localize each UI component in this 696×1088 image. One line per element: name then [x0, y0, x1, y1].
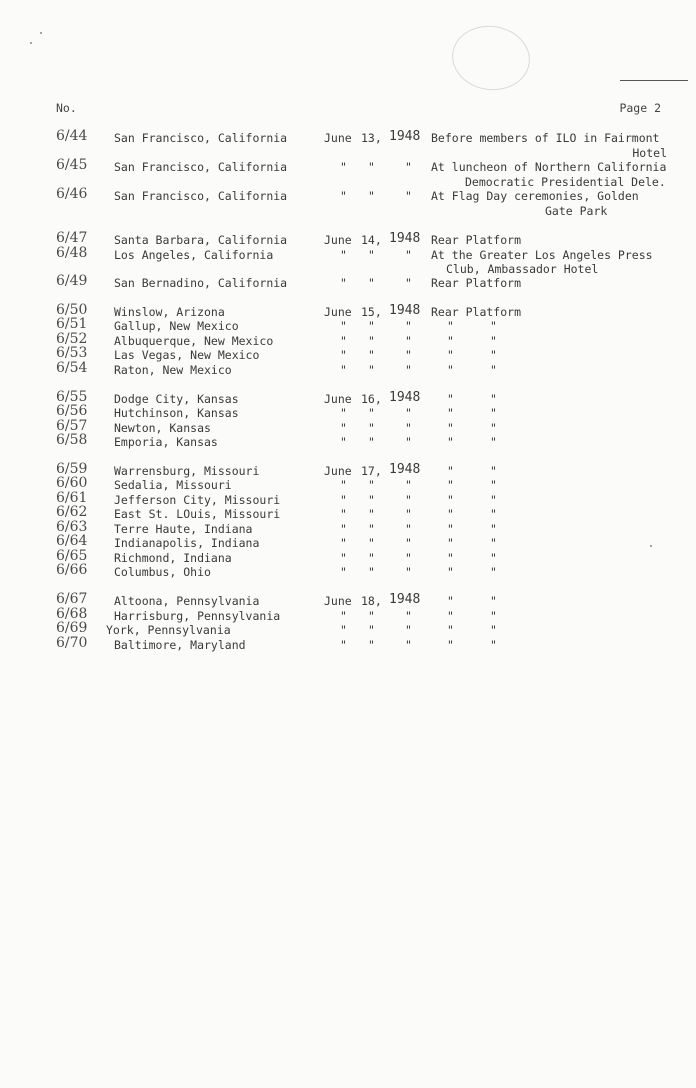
- ditto-mark: ": [405, 348, 412, 362]
- entry-event: Rear Platform: [431, 305, 522, 319]
- entry-number: 6/53: [56, 345, 88, 361]
- ditto-mark: ": [368, 551, 375, 565]
- table-row: [0, 490, 696, 508]
- ditto-mark: ": [447, 348, 454, 362]
- entry-number: 6/60: [56, 475, 88, 491]
- entry-place: Richmond, Indiana: [114, 551, 232, 565]
- ditto-mark: ": [447, 363, 454, 377]
- ditto-mark: ": [490, 421, 497, 435]
- ditto-mark: ": [340, 522, 347, 536]
- table-row: [0, 302, 696, 320]
- entry-day: 14,: [361, 233, 382, 247]
- ditto-mark: ": [405, 478, 412, 492]
- ditto-mark: ": [340, 421, 347, 435]
- speck: [30, 42, 32, 44]
- entry-day: 18,: [361, 594, 382, 608]
- ditto-mark: ": [368, 623, 375, 637]
- entry-place: San Francisco, California: [114, 160, 288, 174]
- entry-year: 1948: [389, 462, 421, 477]
- speck: [40, 32, 42, 34]
- entry-number: 6/47: [56, 230, 88, 246]
- ditto-mark: ": [447, 493, 454, 507]
- entry-event: At the Greater Los Angeles Press: [431, 248, 653, 262]
- ditto-mark: ": [405, 435, 412, 449]
- entry-event: Rear Platform: [431, 276, 522, 290]
- entry-place: Las Vegas, New Mexico: [114, 348, 260, 362]
- entry-number: 6/54: [56, 360, 88, 376]
- ditto-mark: ": [368, 536, 375, 550]
- ditto-mark: ": [340, 551, 347, 565]
- ditto-mark: ": [368, 276, 375, 290]
- ditto-mark: ": [490, 594, 497, 608]
- header-rule: [620, 80, 688, 81]
- table-row: [0, 331, 696, 349]
- ditto-mark: ": [340, 565, 347, 579]
- entry-year: 1948: [389, 231, 421, 246]
- entry-number: 6/56: [56, 403, 88, 419]
- column-header-no: No.: [56, 101, 77, 115]
- table-row: [0, 389, 696, 407]
- table-row: [0, 591, 696, 609]
- table-row: [0, 562, 696, 580]
- ditto-mark: ": [490, 363, 497, 377]
- ditto-mark: ": [340, 536, 347, 550]
- entry-number: 6/55: [56, 389, 88, 405]
- ditto-mark: ": [405, 363, 412, 377]
- entry-year: 1948: [389, 592, 421, 607]
- ditto-mark: ": [340, 160, 347, 174]
- entry-year: 1948: [389, 390, 421, 405]
- ditto-mark: ": [368, 248, 375, 262]
- entry-number: 6/64: [56, 533, 88, 549]
- entry-month: June: [324, 305, 352, 319]
- ditto-mark: ": [490, 536, 497, 550]
- ditto-mark: ": [447, 319, 454, 333]
- entry-place: Los Angeles, California: [114, 248, 274, 262]
- ditto-mark: ": [405, 248, 412, 262]
- entry-year: 1948: [389, 129, 421, 144]
- table-row: [0, 432, 696, 450]
- ditto-mark: ": [340, 319, 347, 333]
- entry-place: Gallup, New Mexico: [114, 319, 239, 333]
- entry-event-continued: Club, Ambassador Hotel: [446, 262, 599, 276]
- entry-place: Indianapolis, Indiana: [114, 536, 260, 550]
- entry-event: At luncheon of Northern California: [431, 160, 667, 174]
- entry-place: San Francisco, California: [114, 131, 288, 145]
- entry-number: 6/66: [56, 562, 88, 578]
- entry-place: Winslow, Arizona: [114, 305, 225, 319]
- table-row: [0, 316, 696, 334]
- ditto-mark: ": [447, 421, 454, 435]
- ditto-mark: ": [405, 551, 412, 565]
- entry-number: 6/58: [56, 432, 88, 448]
- ditto-mark: ": [340, 507, 347, 521]
- ditto-mark: ": [490, 609, 497, 623]
- table-row: [0, 519, 696, 537]
- ditto-mark: ": [490, 565, 497, 579]
- entry-number: 6/50: [56, 302, 88, 318]
- entry-number: 6/48: [56, 245, 88, 261]
- entry-place: Baltimore, Maryland: [114, 638, 246, 652]
- ditto-mark: ": [368, 609, 375, 623]
- ditto-mark: ": [447, 565, 454, 579]
- table-row: [0, 620, 696, 638]
- ditto-mark: ": [405, 522, 412, 536]
- ditto-mark: ": [340, 406, 347, 420]
- ditto-mark: ": [490, 493, 497, 507]
- table-row: [0, 128, 696, 146]
- ditto-mark: ": [340, 435, 347, 449]
- table-row: [0, 360, 696, 378]
- ditto-mark: ": [490, 319, 497, 333]
- table-row: [0, 245, 696, 263]
- ditto-mark: ": [490, 464, 497, 478]
- ditto-mark: ": [447, 522, 454, 536]
- ditto-mark: ": [340, 363, 347, 377]
- entry-number: 6/69: [56, 620, 88, 636]
- ditto-mark: ": [447, 464, 454, 478]
- ditto-mark: ": [368, 493, 375, 507]
- entry-number: 6/49: [56, 273, 88, 289]
- entry-month: June: [324, 392, 352, 406]
- entry-event: Rear Platform: [431, 233, 522, 247]
- entry-place: San Francisco, California: [114, 189, 288, 203]
- table-row: [0, 504, 696, 522]
- ditto-mark: ": [368, 638, 375, 652]
- entry-place: York, Pennsylvania: [106, 623, 231, 637]
- ditto-mark: ": [340, 638, 347, 652]
- entry-place: Raton, New Mexico: [114, 363, 232, 377]
- entry-month: June: [324, 594, 352, 608]
- table-row: [0, 635, 696, 653]
- ditto-mark: ": [447, 609, 454, 623]
- ditto-mark: ": [405, 623, 412, 637]
- table-row: [0, 345, 696, 363]
- ditto-mark: ": [490, 348, 497, 362]
- ditto-mark: ": [405, 638, 412, 652]
- ditto-mark: ": [368, 363, 375, 377]
- ditto-mark: ": [447, 334, 454, 348]
- ditto-mark: ": [340, 248, 347, 262]
- ditto-mark: ": [447, 638, 454, 652]
- entry-number: 6/44: [56, 128, 88, 144]
- entry-place: East St. LOuis, Missouri: [114, 507, 281, 521]
- ditto-mark: ": [447, 406, 454, 420]
- table-row: [0, 418, 696, 436]
- ditto-mark: ": [340, 478, 347, 492]
- ditto-mark: ": [405, 536, 412, 550]
- entry-day: 17,: [361, 464, 382, 478]
- ditto-mark: ": [490, 522, 497, 536]
- entry-place: Altoona, Pennsylvania: [114, 594, 260, 608]
- ditto-mark: ": [405, 189, 412, 203]
- entry-number: 6/63: [56, 519, 88, 535]
- ditto-mark: ": [490, 406, 497, 420]
- ditto-mark: ": [368, 406, 375, 420]
- ditto-mark: ": [490, 551, 497, 565]
- ditto-mark: ": [368, 507, 375, 521]
- ditto-mark: ": [340, 334, 347, 348]
- ditto-mark: ": [368, 319, 375, 333]
- entry-place: Dodge City, Kansas: [114, 392, 239, 406]
- entry-place: San Bernadino, California: [114, 276, 288, 290]
- entry-number: 6/67: [56, 591, 88, 607]
- entry-number: 6/61: [56, 490, 88, 506]
- ditto-mark: ": [405, 421, 412, 435]
- ditto-mark: ": [368, 435, 375, 449]
- entry-number: 6/68: [56, 606, 88, 622]
- entry-event-continued: Gate Park: [545, 204, 608, 218]
- ditto-mark: ": [490, 507, 497, 521]
- entry-month: June: [324, 464, 352, 478]
- entry-number: 6/62: [56, 504, 88, 520]
- entry-month: June: [324, 131, 352, 145]
- ditto-mark: ": [368, 160, 375, 174]
- entry-place: Newton, Kansas: [114, 421, 211, 435]
- ditto-mark: ": [405, 565, 412, 579]
- entry-event-continued: Hotel: [632, 146, 667, 160]
- ditto-mark: ": [405, 276, 412, 290]
- entry-number: 6/51: [56, 316, 88, 332]
- table-row: [0, 533, 696, 551]
- ditto-mark: ": [405, 507, 412, 521]
- entry-number: 6/57: [56, 418, 88, 434]
- entry-place: Harrisburg, Pennsylvania: [114, 609, 281, 623]
- ditto-mark: ": [405, 160, 412, 174]
- ditto-mark: ": [490, 435, 497, 449]
- ditto-mark: ": [368, 334, 375, 348]
- ditto-mark: ": [447, 623, 454, 637]
- entry-number: 6/45: [56, 157, 88, 173]
- entry-month: June: [324, 233, 352, 247]
- ditto-mark: ": [447, 507, 454, 521]
- ditto-mark: ": [447, 478, 454, 492]
- ditto-mark: ": [340, 189, 347, 203]
- ditto-mark: ": [405, 319, 412, 333]
- entry-event-continued: Democratic Presidential Dele.: [465, 175, 666, 189]
- ditto-mark: ": [368, 348, 375, 362]
- library-stamp: [448, 21, 534, 95]
- entry-year: 1948: [389, 303, 421, 318]
- ditto-mark: ": [368, 565, 375, 579]
- ditto-mark: ": [447, 536, 454, 550]
- ditto-mark: ": [447, 435, 454, 449]
- ditto-mark: ": [340, 623, 347, 637]
- table-row: [0, 230, 696, 248]
- ditto-mark: ": [490, 638, 497, 652]
- ditto-mark: ": [368, 522, 375, 536]
- ditto-mark: ": [405, 493, 412, 507]
- entry-place: Columbus, Ohio: [114, 565, 211, 579]
- entry-place: Jefferson City, Missouri: [114, 493, 281, 507]
- entry-number: 6/70: [56, 635, 88, 651]
- entry-event: Before members of ILO in Fairmont: [431, 131, 660, 145]
- ditto-mark: ": [490, 392, 497, 406]
- entry-number: 6/65: [56, 548, 88, 564]
- ditto-mark: ": [447, 392, 454, 406]
- entry-place: Sedalia, Missouri: [114, 478, 232, 492]
- entry-day: 16,: [361, 392, 382, 406]
- ditto-mark: ": [405, 609, 412, 623]
- ditto-mark: ": [368, 478, 375, 492]
- table-row: [0, 273, 696, 291]
- table-row: [0, 548, 696, 566]
- ditto-mark: ": [368, 421, 375, 435]
- entry-place: Albuquerque, New Mexico: [114, 334, 274, 348]
- entry-event: At Flag Day ceremonies, Golden: [431, 189, 639, 203]
- entry-place: Emporia, Kansas: [114, 435, 218, 449]
- entry-place: Hutchinson, Kansas: [114, 406, 239, 420]
- entry-number: 6/59: [56, 461, 88, 477]
- entry-place: Warrensburg, Missouri: [114, 464, 260, 478]
- ditto-mark: ": [340, 276, 347, 290]
- ditto-mark: ": [490, 478, 497, 492]
- entry-number: 6/46: [56, 186, 88, 202]
- entry-place: Santa Barbara, California: [114, 233, 288, 247]
- entry-day: 13,: [361, 131, 382, 145]
- table-row: [0, 157, 696, 175]
- ditto-mark: ": [490, 623, 497, 637]
- entry-number: 6/52: [56, 331, 88, 347]
- ditto-mark: ": [447, 594, 454, 608]
- ditto-mark: ": [405, 406, 412, 420]
- table-row: [0, 186, 696, 204]
- ditto-mark: ": [405, 334, 412, 348]
- ditto-mark: ": [490, 334, 497, 348]
- entry-place: Terre Haute, Indiana: [114, 522, 253, 536]
- table-row: [0, 475, 696, 493]
- ditto-mark: ": [368, 189, 375, 203]
- page-number: Page 2: [619, 101, 661, 115]
- ditto-mark: ": [340, 348, 347, 362]
- ditto-mark: ": [340, 493, 347, 507]
- entry-day: 15,: [361, 305, 382, 319]
- table-row: [0, 606, 696, 624]
- ditto-mark: ": [340, 609, 347, 623]
- table-row: [0, 461, 696, 479]
- table-row: [0, 403, 696, 421]
- ditto-mark: ": [447, 551, 454, 565]
